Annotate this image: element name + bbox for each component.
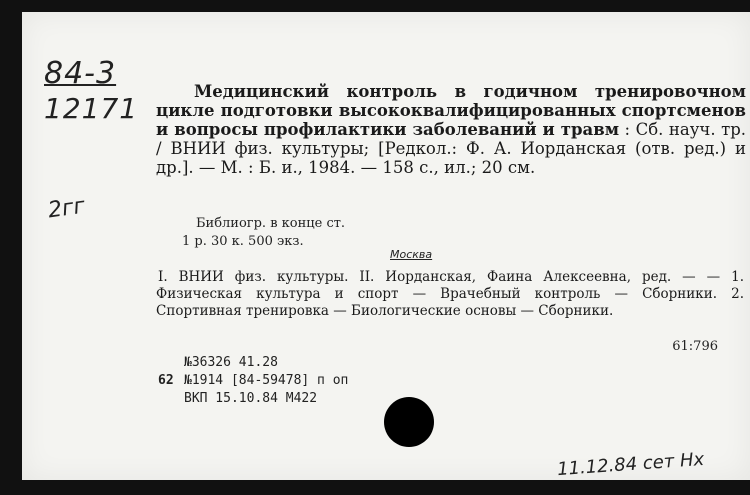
stamp-line-2-prefix: 62 bbox=[158, 373, 174, 388]
date-note: 11.12.84 сет Нх bbox=[556, 448, 705, 481]
margin-mark: 2гг bbox=[46, 193, 87, 224]
stamp-line-1: №36326 41.28 bbox=[184, 355, 278, 370]
bibliography-note: Библиогр. в конце ст. bbox=[196, 216, 346, 231]
catalog-card bbox=[22, 12, 750, 480]
moscow-note: Москва bbox=[390, 248, 433, 261]
call-number-top: 84-3 bbox=[44, 56, 117, 91]
title-entry bbox=[156, 82, 746, 177]
punch-hole bbox=[384, 397, 434, 447]
classification-code: 61:796 bbox=[672, 339, 718, 354]
title-bold: Медицинский контроль в годичном тренировочном цикле подготовки высококвалифицированных спортсменов и вопросы профилактики заболеваний и травм bbox=[156, 82, 746, 139]
tracings: I. ВНИИ физ. культуры. II. Иорданская, Фаина Алексеевна, ред. — — 1. Физическая культура и спорт — Врачебный контроль — Сборники. 2. Спортивная тренировка — Биологические основы — Сборники. bbox=[156, 269, 744, 319]
stamp-line-3: ВКП 15.10.84 М422 bbox=[184, 391, 318, 406]
call-number-bottom: 12171 bbox=[44, 92, 139, 125]
stamp-line-2: №1914 [84-59478] п оп bbox=[184, 373, 349, 388]
price-note: 1 р. 30 к. 500 экз. bbox=[182, 234, 304, 249]
title-rest: : Сб. науч. тр. / ВНИИ физ. культуры; [Редкол.: Ф. А. Иорданская (отв. ред.) и др.]. — М. : Б. и., 1984. — 158 с., ил.; 20 см. bbox=[156, 120, 746, 177]
